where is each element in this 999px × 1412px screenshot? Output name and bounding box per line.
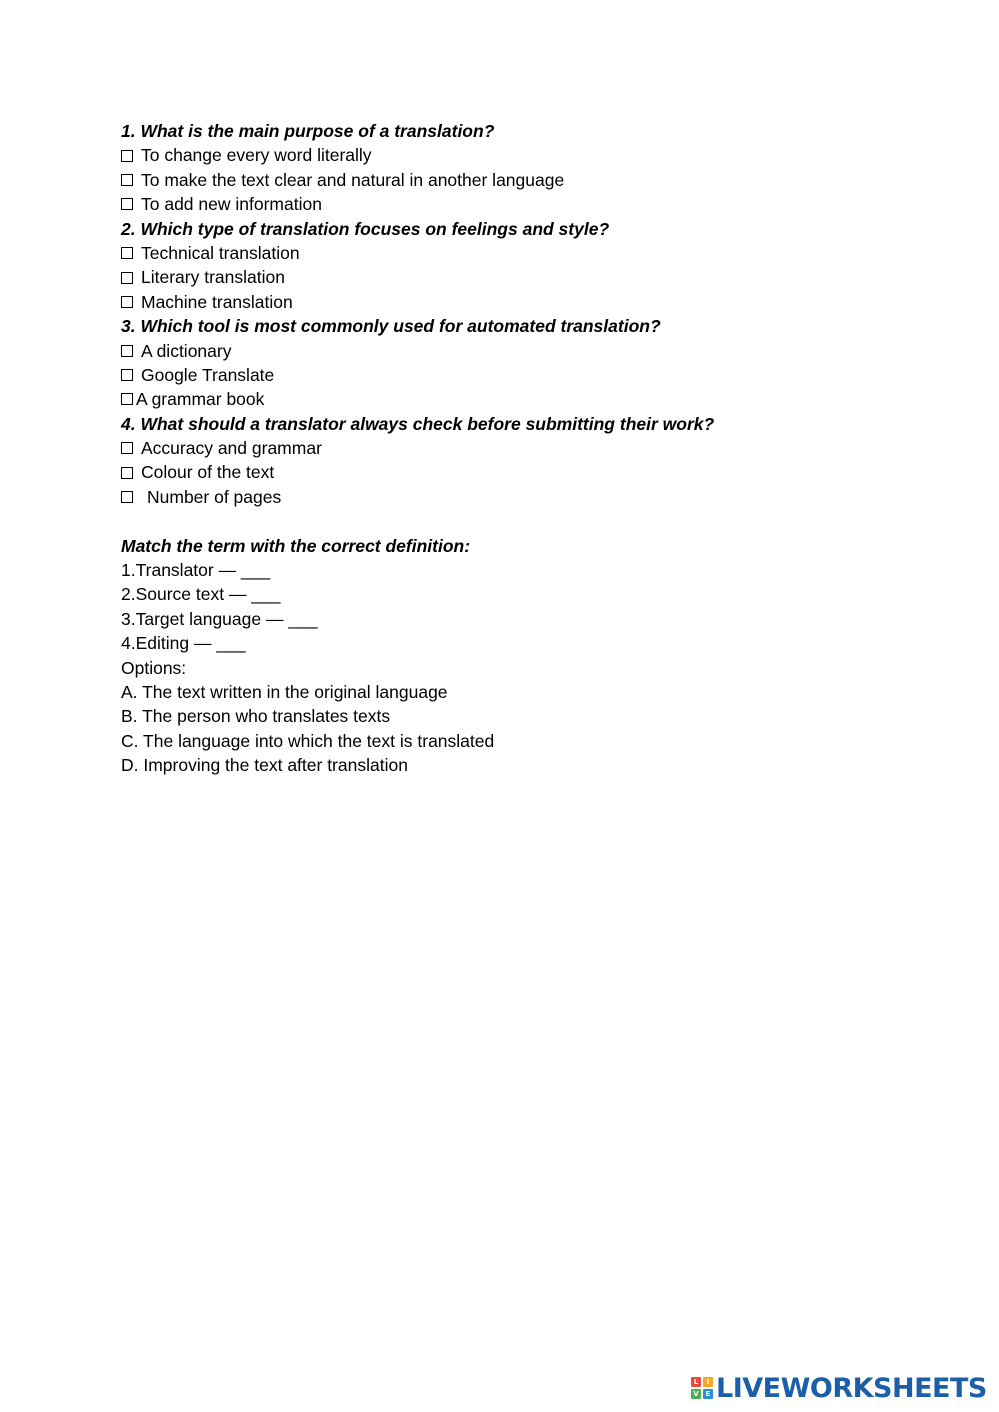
checkbox-icon[interactable] [121, 345, 133, 357]
option-label: A dictionary [141, 340, 232, 361]
question-4-option-b[interactable] [121, 460, 881, 484]
option-label: Accuracy and grammar [141, 438, 322, 459]
question-2-option-c[interactable] [121, 290, 881, 314]
checkbox-icon[interactable] [121, 442, 133, 454]
question-3-option-a[interactable] [121, 339, 881, 363]
matching-term-2[interactable]: 2.Source text — ___ [121, 584, 281, 605]
checkbox-icon[interactable] [121, 467, 133, 479]
question-1-text: 1. What is the main purpose of a translation? [121, 121, 495, 141]
checkbox-icon[interactable] [121, 247, 133, 259]
option-label: Number of pages [147, 486, 282, 507]
question-3-text: 3. Which tool is most commonly used for automated translation? [121, 316, 661, 337]
matching-heading: Match the term with the correct definition: [121, 535, 471, 556]
logo-mark-letter: E [703, 1389, 713, 1399]
question-2-text: 2. Which type of translation focuses on feelings and style? [121, 218, 610, 239]
checkbox-icon[interactable] [121, 369, 133, 381]
question-4-text: 4. What should a translator always check before submitting their work? [121, 413, 715, 434]
option-label: To make the text clear and natural in another language [141, 169, 565, 190]
option-label: Literary translation [141, 267, 285, 288]
section-spacer [121, 509, 881, 533]
logo-text: LIVEWORKSHEETS [716, 1372, 987, 1404]
checkbox-icon[interactable] [121, 296, 133, 308]
worksheet-content [121, 119, 881, 778]
matching-term-4[interactable]: 4.Editing — ___ [121, 633, 246, 654]
matching-term-1[interactable]: 1.Translator — ___ [121, 560, 271, 581]
logo-mark-letter: V [691, 1389, 701, 1399]
checkbox-icon[interactable] [121, 491, 133, 503]
checkbox-icon[interactable] [121, 150, 133, 162]
question-3-option-c[interactable] [121, 387, 881, 411]
logo-mark-icon [691, 1377, 713, 1399]
matching-option-d: D. Improving the text after translation [121, 755, 408, 776]
matching-term-3[interactable]: 3.Target language — ___ [121, 608, 318, 629]
option-label: Machine translation [141, 291, 293, 312]
option-label: Google Translate [141, 364, 275, 385]
question-1-option-b[interactable] [121, 168, 881, 192]
matching-option-b: B. The person who translates texts [121, 706, 391, 727]
checkbox-icon[interactable] [121, 174, 133, 186]
liveworksheets-logo [691, 1373, 987, 1403]
question-1-option-c[interactable] [121, 192, 881, 216]
logo-mark-letter: I [703, 1377, 713, 1387]
checkbox-icon[interactable] [121, 393, 133, 405]
matching-option-a: A. The text written in the original language [121, 681, 448, 702]
question-1-option-a[interactable] [121, 143, 881, 167]
question-4-option-a[interactable] [121, 436, 881, 460]
question-2-option-a[interactable] [121, 241, 881, 265]
matching-options-label: Options: [121, 657, 187, 678]
option-label: Technical translation [141, 242, 300, 263]
option-label: To add new information [141, 194, 322, 215]
matching-option-c: C. The language into which the text is translated [121, 730, 495, 751]
checkbox-icon[interactable] [121, 198, 133, 210]
checkbox-icon[interactable] [121, 272, 133, 284]
question-4-option-c[interactable] [121, 485, 881, 509]
logo-mark-letter: L [691, 1377, 701, 1387]
option-label: Colour of the text [141, 462, 275, 483]
question-2-option-b[interactable] [121, 265, 881, 289]
option-label: A grammar book [136, 389, 265, 410]
question-3-option-b[interactable] [121, 363, 881, 387]
option-label: To change every word literally [141, 145, 372, 166]
